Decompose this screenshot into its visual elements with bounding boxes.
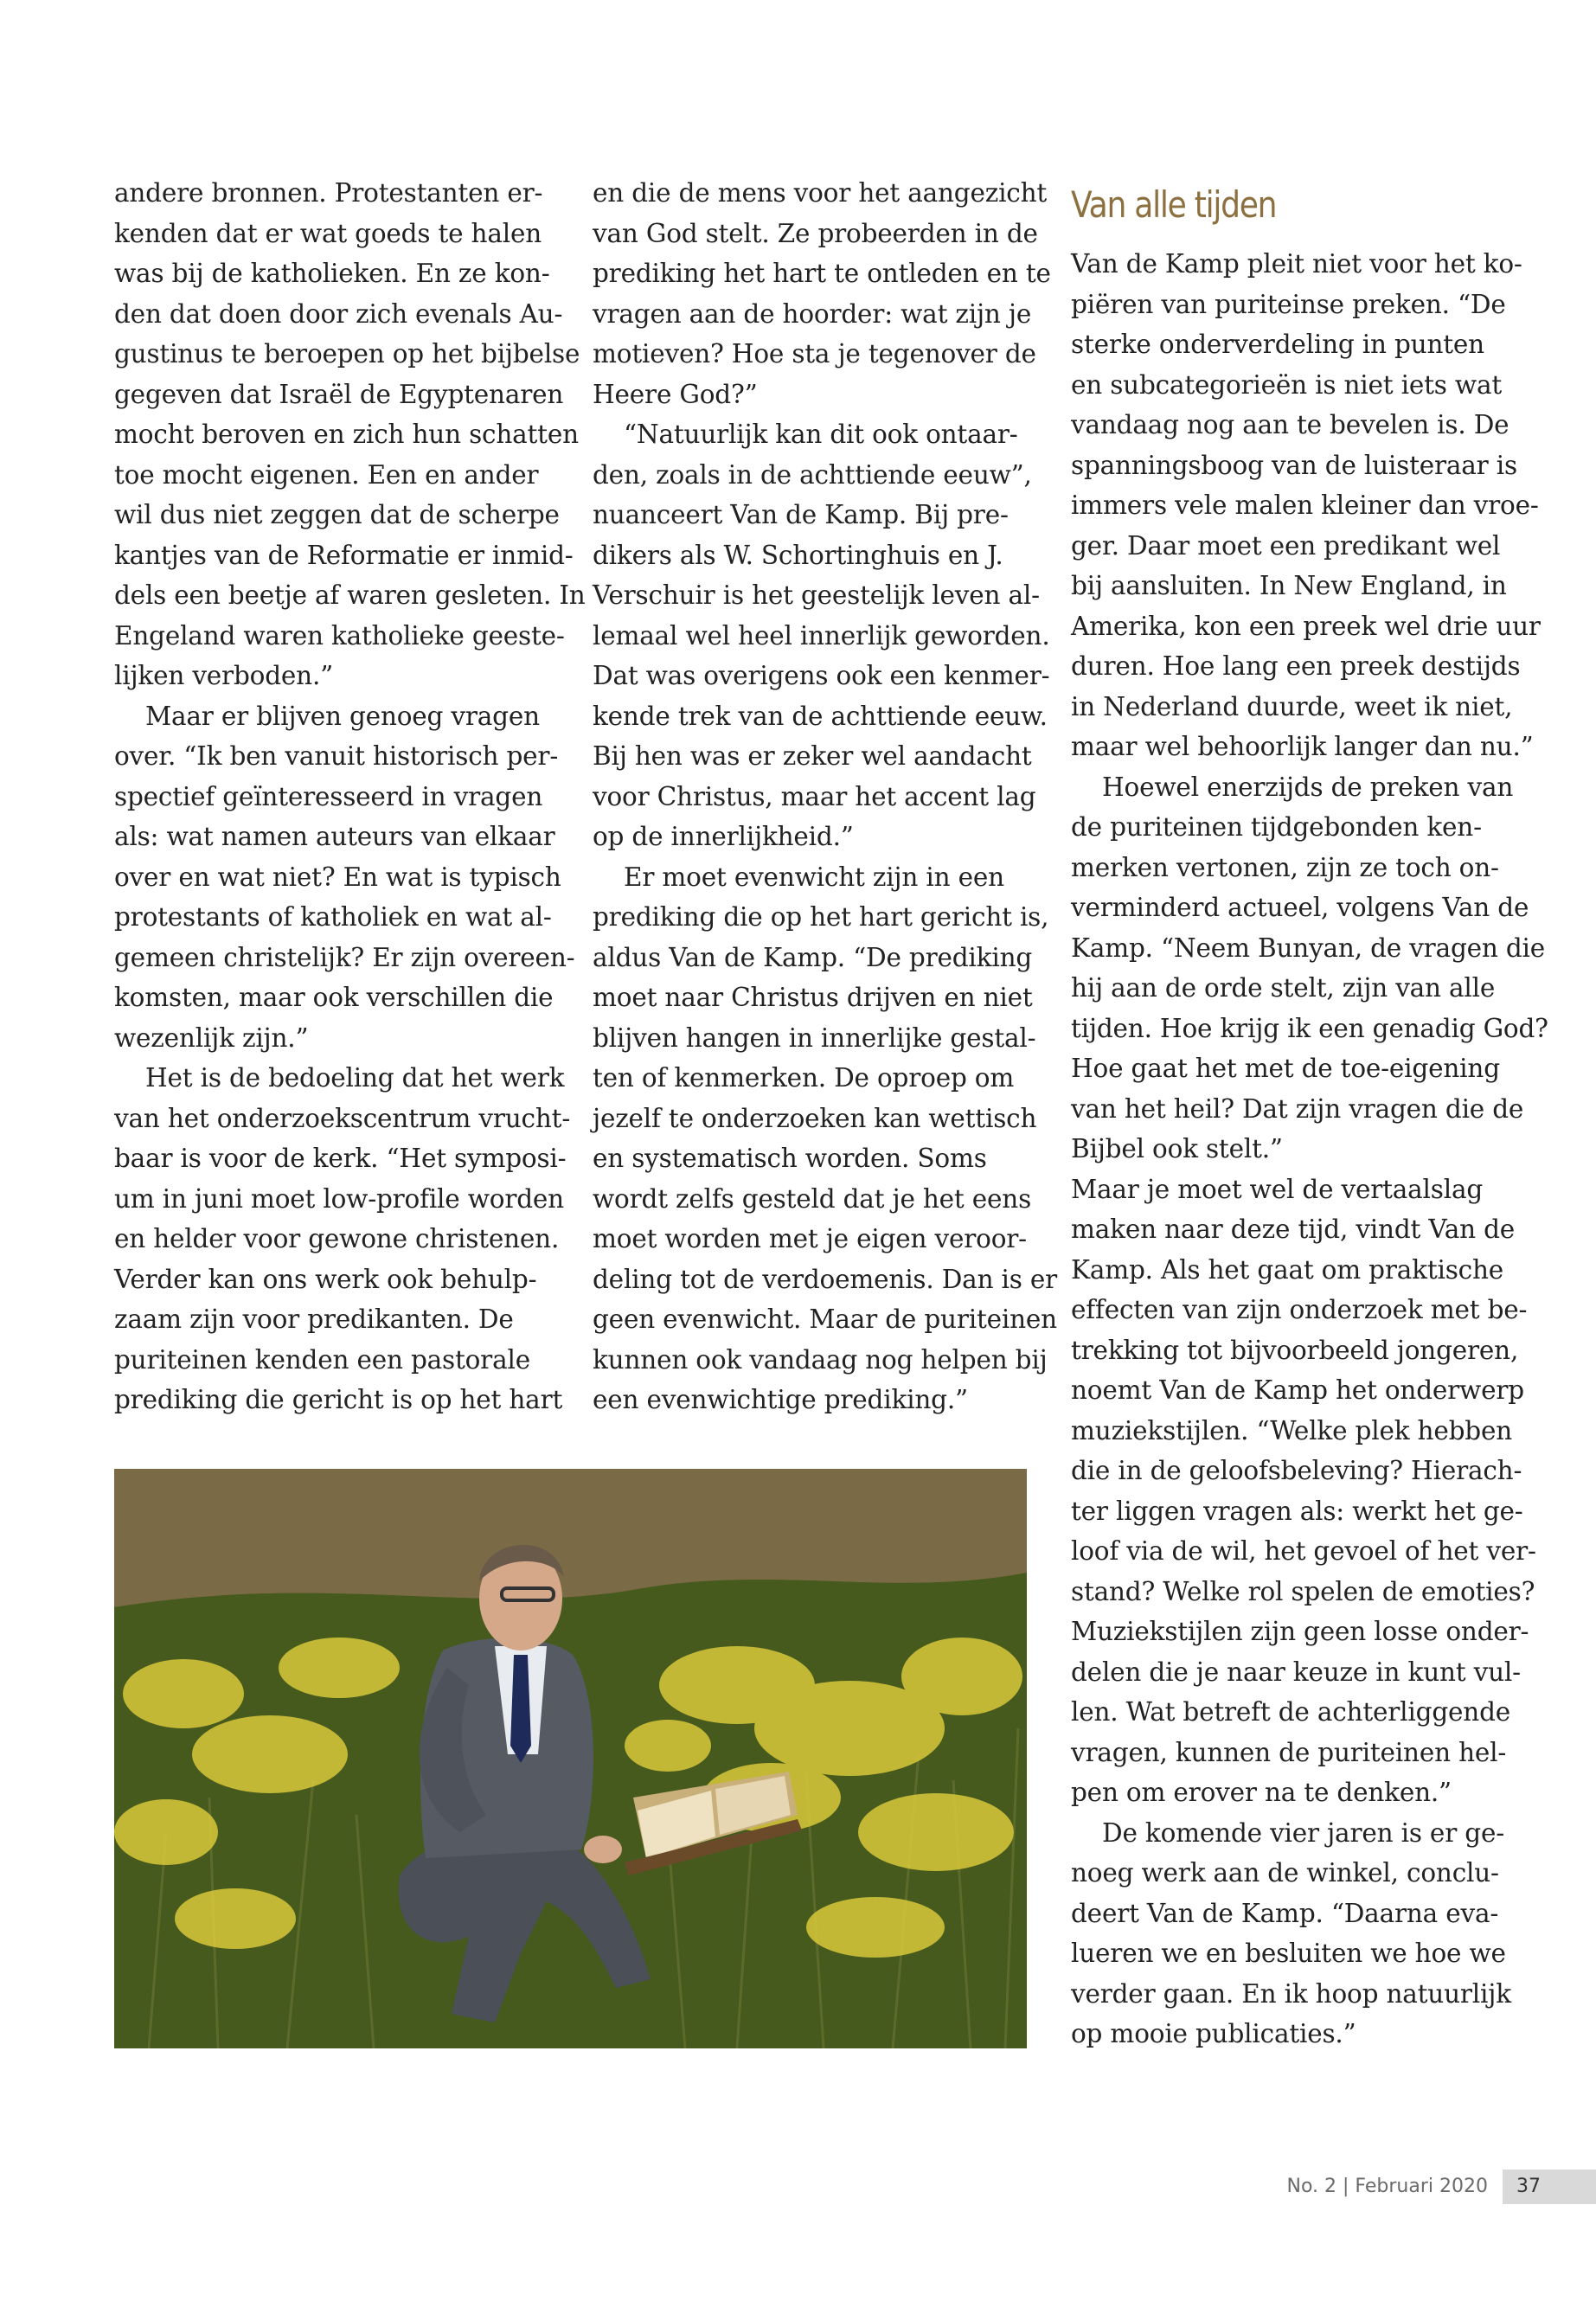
- text-line: maken naar deze tijd, vindt Van de: [1071, 1215, 1516, 1244]
- text-line: spanningsboog van de luisteraar is: [1071, 450, 1517, 480]
- text-line: Maar er blijven genoeg vragen: [145, 701, 540, 731]
- text-line: toe mocht eigenen. Een en ander: [114, 459, 539, 490]
- text-line: immers vele malen kleiner dan vroe-: [1071, 490, 1539, 520]
- text-line: prediking het hart te ontleden en te: [593, 259, 1051, 288]
- text-line: Engeland waren katholieke geeste-: [114, 620, 565, 651]
- text-line: puriteinen kenden een pastorale: [114, 1344, 530, 1375]
- text-line: pen om erover na te denken.”: [1071, 1778, 1452, 1807]
- text-line: andere bronnen. Protestanten er-: [114, 178, 543, 208]
- text-line: Kamp. Als het gaat om praktische: [1071, 1254, 1504, 1285]
- text-line: Hoewel enerzijds de preken van: [1102, 772, 1514, 802]
- text-line: die in de geloofsbeleving? Hierach-: [1071, 1456, 1522, 1485]
- text-line: hij aan de orde stelt, zijn van alle: [1071, 973, 1496, 1003]
- text-line: Bij hen was er zeker wel aandacht: [593, 741, 1032, 771]
- text-line: tijden. Hoe krijg ik een genadig God?: [1071, 1013, 1548, 1043]
- text-line: Van de Kamp pleit niet voor het ko-: [1071, 249, 1522, 279]
- text-line: duren. Hoe lang een preek destijds: [1071, 651, 1521, 681]
- text-line: gemeen christelijk? Er zijn overeen-: [114, 942, 575, 972]
- text-line: van het heil? Dat zijn vragen die de: [1071, 1093, 1524, 1124]
- text-line: wezenlijk zijn.”: [114, 1022, 309, 1053]
- text-line: en die de mens voor het aangezicht: [593, 178, 1048, 208]
- text-line: vandaag nog aan te bevelen is. De: [1071, 410, 1509, 439]
- text-line: Muziekstijlen zijn geen losse onder-: [1071, 1617, 1529, 1646]
- text-line: wil dus niet zeggen dat de scherpe: [114, 500, 560, 529]
- text-line: van het onderzoekscentrum vrucht-: [114, 1103, 571, 1133]
- text-line: gustinus te beroepen op het bijbelse: [114, 339, 580, 369]
- text-line: len. Wat betreft de achterliggende: [1071, 1697, 1511, 1727]
- article-photo: [114, 1469, 1027, 2048]
- text-line: en systematisch worden. Soms: [593, 1144, 987, 1173]
- text-line: loof via de wil, het gevoel of het ver-: [1071, 1536, 1536, 1566]
- text-line: zaam zijn voor predikanten. De: [114, 1304, 514, 1334]
- text-line: de puriteinen tijdgebonden ken-: [1071, 812, 1482, 842]
- text-line: kende trek van de achttiende eeuw.: [593, 701, 1048, 731]
- text-line: baar is voor de kerk. “Het symposi-: [114, 1144, 567, 1173]
- text-line: piëren van puriteinse preken. “De: [1071, 289, 1506, 319]
- text-line: Verschuir is het geestelijk leven al-: [593, 580, 1040, 610]
- article-column-2: [593, 173, 1058, 1420]
- text-line: Bijbel ook stelt.”: [1071, 1134, 1283, 1163]
- text-line: prediking die op het hart gericht is,: [593, 902, 1049, 932]
- text-line: trekking tot bijvoorbeeld jongeren,: [1071, 1335, 1519, 1365]
- text-line: spectief geïnteresseerd in vragen: [114, 781, 543, 811]
- text-line: moet naar Christus drijven en niet: [593, 983, 1033, 1012]
- text-line: noemt Van de Kamp het onderwerp: [1071, 1375, 1524, 1405]
- text-line: en helder voor gewone christenen.: [114, 1224, 560, 1253]
- text-line: Amerika, kon een preek wel drie uur: [1071, 611, 1541, 641]
- column-3-body: [1071, 244, 1548, 2054]
- text-line: Er moet evenwicht zijn in een: [624, 862, 1004, 892]
- text-line: komsten, maar ook verschillen die: [114, 983, 554, 1012]
- text-line: Verder kan ons werk ook behulp-: [114, 1264, 537, 1294]
- text-line: ter liggen vragen als: werkt het ge-: [1071, 1496, 1523, 1526]
- text-line: gegeven dat Israël de Egyptenaren: [114, 379, 564, 409]
- photo-person-tie: [510, 1655, 531, 1763]
- text-line: deert Van de Kamp. “Daarna eva-: [1071, 1898, 1499, 1928]
- text-line: Het is de bedoeling dat het werk: [145, 1063, 565, 1093]
- text-line: als: wat namen auteurs van elkaar: [114, 822, 555, 851]
- text-line: stand? Welke rol spelen de emoties?: [1071, 1576, 1535, 1606]
- article-column-3: [1071, 182, 1548, 2054]
- text-line: op de innerlijkheid.”: [593, 822, 854, 851]
- text-line: Hoe gaat het met de toe-eigening: [1071, 1054, 1500, 1083]
- text-line: muziekstijlen. “Welke plek hebben: [1071, 1415, 1513, 1445]
- footer-issue-date: No. 2 | Februari 2020: [1286, 2176, 1488, 2197]
- page-number: 37: [1503, 2170, 1596, 2204]
- text-line: mocht beroven en zich hun schatten: [114, 420, 579, 449]
- text-line: in Nederland duurde, weet ik niet,: [1071, 691, 1513, 721]
- text-line: over. “Ik ben vanuit historisch per-: [114, 741, 559, 771]
- text-line: Maar je moet wel de vertaalslag: [1071, 1174, 1484, 1204]
- text-line: delen die je naar keuze in kunt vul-: [1071, 1657, 1521, 1687]
- text-line: bij aansluiten. In New England, in: [1071, 571, 1507, 600]
- text-line: Heere God?”: [593, 379, 758, 409]
- text-line: voor Christus, maar het accent lag: [593, 781, 1036, 811]
- text-line: moet worden met je eigen veroor-: [593, 1224, 1027, 1253]
- text-line: vragen, kunnen de puriteinen hel-: [1071, 1737, 1507, 1767]
- text-line: noeg werk aan de winkel, conclu-: [1071, 1858, 1499, 1888]
- text-line: ger. Daar moet een predikant wel: [1071, 530, 1501, 561]
- text-line: lemaal wel heel innerlijk geworden.: [593, 620, 1050, 651]
- text-line: “Natuurlijk kan dit ook ontaar-: [624, 420, 1018, 449]
- text-line: prediking die gericht is op het hart: [114, 1385, 563, 1414]
- section-heading: Van alle tijden: [1071, 183, 1277, 226]
- text-line: kantjes van de Reformatie er inmid-: [114, 540, 574, 570]
- text-line: vragen aan de hoorder: wat zijn je: [593, 298, 1032, 329]
- text-line: kunnen ook vandaag nog helpen bij: [593, 1344, 1048, 1375]
- text-line: merken vertonen, zijn ze toch on-: [1071, 852, 1499, 882]
- text-line: nuanceert Van de Kamp. Bij pre-: [593, 500, 1009, 529]
- text-line: dels een beetje af waren gesleten. In: [114, 580, 586, 610]
- article-column-1: [114, 173, 586, 1420]
- text-line: protestants of katholiek en wat al-: [114, 902, 552, 932]
- text-line: den dat doen door zich evenals Au-: [114, 298, 563, 329]
- text-line: sterke onderverdeling in punten: [1071, 330, 1484, 359]
- text-line: motieven? Hoe sta je tegenover de: [593, 339, 1036, 369]
- text-line: jezelf te onderzoeken kan wettisch: [593, 1103, 1037, 1133]
- text-line: deling tot de verdoemenis. Dan is er: [593, 1264, 1058, 1294]
- text-line: den, zoals in de achttiende eeuw”,: [593, 459, 1032, 490]
- text-line: over en wat niet? En wat is typisch: [114, 862, 561, 892]
- text-line: Dat was overigens ook een kenmer-: [593, 661, 1050, 690]
- text-line: blijven hangen in innerlijke gestal-: [593, 1022, 1036, 1053]
- text-line: geen evenwicht. Maar de puriteinen: [593, 1304, 1057, 1334]
- text-line: ten of kenmerken. De oproep om: [593, 1063, 1015, 1093]
- text-line: op mooie publicaties.”: [1071, 2019, 1356, 2048]
- text-line: kenden dat er wat goeds te halen: [114, 218, 542, 248]
- text-line: lijken verboden.”: [114, 661, 333, 690]
- text-line: wordt zelfs gesteld dat je het eens: [593, 1183, 1032, 1214]
- text-line: een evenwichtige prediking.”: [593, 1385, 968, 1414]
- text-line: lueren we en besluiten we hoe we: [1071, 1939, 1506, 1968]
- photo-person-hand: [584, 1836, 622, 1863]
- text-line: van God stelt. Ze probeerden in de: [593, 218, 1038, 248]
- text-line: um in juni moet low-profile worden: [114, 1183, 564, 1214]
- text-line: en subcategorieën is niet iets wat: [1071, 369, 1502, 400]
- text-line: aldus Van de Kamp. “De prediking: [593, 942, 1033, 972]
- text-line: dikers als W. Schortinghuis en J.: [593, 540, 1003, 570]
- text-line: maar wel behoorlijk langer dan nu.”: [1071, 732, 1534, 761]
- text-line: effecten van zijn onderzoek met be-: [1071, 1295, 1528, 1324]
- text-line: verminderd actueel, volgens Van de: [1071, 893, 1529, 922]
- text-line: was bij de katholieken. En ze kon-: [114, 259, 550, 288]
- text-line: verder gaan. En ik hoop natuurlijk: [1071, 1978, 1511, 2009]
- text-line: Kamp. “Neem Bunyan, de vragen die: [1071, 933, 1546, 963]
- text-line: De komende vier jaren is er ge-: [1102, 1817, 1504, 1848]
